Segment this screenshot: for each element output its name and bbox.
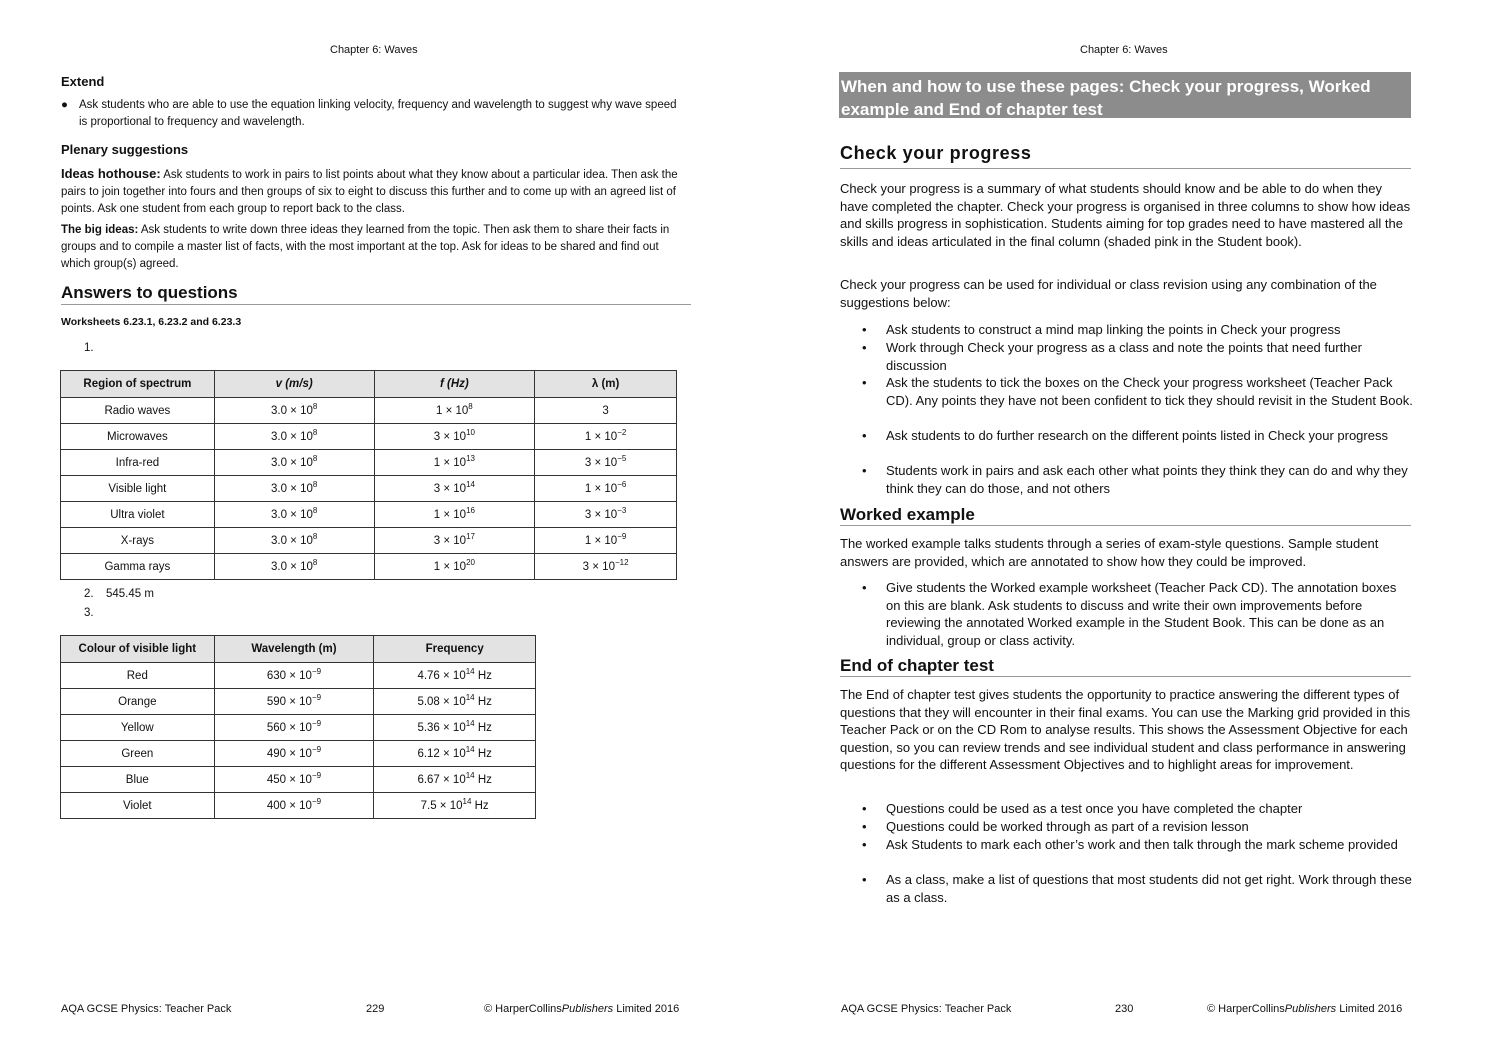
- wavelength-cell: [535, 398, 677, 424]
- list-item-text: Ask the students to tick the boxes on the Check your progress worksheet (Teacher Pack CD). Any points they have not been confident to tick they should revisit in the Student Book.: [886, 375, 1413, 408]
- cell-unit: Hz: [474, 747, 492, 760]
- cell-mantissa: 3 × 10: [584, 456, 618, 469]
- cell-mantissa: 3.0 × 10: [270, 404, 313, 417]
- colour-cell: Green: [61, 741, 215, 767]
- velocity-cell: [214, 398, 374, 424]
- cell-unit: Hz: [471, 799, 489, 812]
- cell-exponent: 8: [312, 557, 318, 567]
- cell-unit: Hz: [474, 773, 492, 786]
- question-2-number: 2.: [84, 588, 94, 600]
- cell-exponent: −9: [311, 744, 322, 754]
- wavelength-cell: [535, 476, 677, 502]
- colour-cell: Orange: [61, 689, 215, 715]
- cell-mantissa: 3.0 × 10: [270, 456, 313, 469]
- cell-mantissa: 6.12 × 10: [417, 747, 466, 760]
- check-progress-heading: Check your progress: [840, 143, 1411, 169]
- cell-exponent: 14: [466, 479, 475, 489]
- plenary-heading: Plenary suggestions: [61, 142, 189, 157]
- bullet-icon: •: [862, 872, 867, 887]
- table-row: [61, 663, 536, 689]
- cell-exponent: −9: [311, 718, 322, 728]
- table-row: [61, 554, 677, 580]
- table-row: [61, 767, 536, 793]
- colour-cell: Violet: [61, 793, 215, 819]
- cell-mantissa: 1 × 10: [433, 508, 467, 521]
- column-header: Frequency: [374, 636, 536, 663]
- frequency-cell: [374, 715, 536, 741]
- colour-cell: Yellow: [61, 715, 215, 741]
- cell-exponent: 14: [465, 744, 475, 754]
- cell-mantissa: 1 × 10: [433, 560, 467, 573]
- page-number: 230: [1115, 1003, 1134, 1015]
- copyright-year: Limited 2016: [1336, 1003, 1403, 1015]
- cell-mantissa: 7.5 × 10: [420, 799, 463, 812]
- frequency-cell: [374, 450, 535, 476]
- question-2-answer: 545.45 m: [106, 588, 154, 600]
- list-item-text: Students work in pairs and ask each other what points they think they can do and why they think they can do those, and not others: [886, 463, 1408, 496]
- cell-exponent: 16: [466, 505, 475, 515]
- cell-mantissa: 3: [602, 404, 609, 417]
- cell-unit: Hz: [474, 669, 492, 682]
- bullet-icon: •: [862, 463, 867, 478]
- ideas-hothouse-label: Ideas hothouse:: [61, 166, 161, 181]
- table-row: [61, 476, 677, 502]
- list-item-text: Give students the Worked example worksheet (Teacher Pack CD). The annotation boxes on this are blank. Ask students to discuss and write their own improvements before reviewing the annotated Worked example in the Student Book. This can be done as an individual, group or class activity.: [886, 580, 1397, 648]
- cell-exponent: 10: [466, 427, 475, 437]
- colour-cell: Blue: [61, 767, 215, 793]
- frequency-cell: [374, 476, 535, 502]
- cell-mantissa: 3 × 10: [584, 508, 618, 521]
- table-row: [61, 502, 677, 528]
- cell-exponent: 20: [466, 557, 475, 567]
- wavelength-cell: [214, 689, 374, 715]
- frequency-cell: [374, 398, 535, 424]
- cell-exponent: −6: [617, 479, 627, 489]
- visible-light-table-header: [61, 636, 536, 663]
- frequency-cell: [374, 767, 536, 793]
- cell-exponent: 14: [462, 796, 472, 806]
- wavelength-cell: [535, 528, 677, 554]
- bullet-icon: ●: [61, 99, 68, 111]
- frequency-cell: [374, 554, 535, 580]
- spectrum-table-header: [61, 371, 677, 398]
- column-header-text: v (m/s): [275, 378, 313, 390]
- region-cell: Radio waves: [61, 398, 215, 424]
- question-3-number: 3.: [84, 607, 94, 619]
- footer-title: AQA GCSE Physics: Teacher Pack: [841, 1003, 1012, 1015]
- extend-heading: Extend: [61, 74, 105, 89]
- cell-mantissa: 3.0 × 10: [270, 508, 313, 521]
- chapter-header: Chapter 6: Waves: [1080, 44, 1168, 56]
- region-cell: Visible light: [61, 476, 215, 502]
- bullet-icon: •: [862, 580, 867, 595]
- cell-mantissa: 5.08 × 10: [417, 695, 466, 708]
- table-row: [61, 398, 677, 424]
- cell-mantissa: 3 × 10: [433, 534, 467, 547]
- velocity-cell: [214, 476, 374, 502]
- column-header: Colour of visible light: [61, 636, 215, 663]
- cell-mantissa: 4.76 × 10: [417, 669, 466, 682]
- section-banner: When and how to use these pages: Check your progress, Worked example and End of chapter test: [839, 72, 1411, 118]
- answers-heading: Answers to questions: [61, 283, 691, 305]
- colour-cell: Red: [61, 663, 215, 689]
- cell-exponent: 14: [465, 770, 475, 780]
- footer-title: AQA GCSE Physics: Teacher Pack: [61, 1003, 232, 1015]
- column-header: [374, 371, 535, 398]
- cell-mantissa: 3.0 × 10: [270, 482, 313, 495]
- bullet-icon: •: [862, 801, 867, 816]
- cell-mantissa: 3 × 10: [582, 560, 615, 573]
- bullet-icon: •: [862, 375, 867, 390]
- table-row: [61, 715, 536, 741]
- cell-exponent: 14: [465, 718, 475, 728]
- cell-exponent: −12: [614, 557, 629, 567]
- wavelength-cell: [214, 663, 374, 689]
- chapter-header: Chapter 6: Waves: [330, 44, 418, 56]
- copyright-year: Limited 2016: [613, 1003, 680, 1015]
- column-header: Wavelength (m): [214, 636, 374, 663]
- ideas-hothouse-paragraph: [61, 165, 691, 218]
- copyright-publisher: Publishers: [1284, 1003, 1337, 1015]
- table-row: [61, 689, 536, 715]
- region-cell: Microwaves: [61, 424, 215, 450]
- cell-exponent: −9: [311, 666, 322, 676]
- velocity-cell: [214, 528, 374, 554]
- cell-exponent: 14: [465, 666, 475, 676]
- cell-exponent: −9: [311, 770, 322, 780]
- end-of-chapter-paragraph: The End of chapter test gives students the opportunity to practice answering the different types of questions that they will encounter in their final exams. You can use the Marking grid provided in this Teacher Pack or on the CD Rom to analyse results. This shows the Assessment Objective for each question, so you can review trends and see individual student and class performance in answering questions for the different Assessment Objectives and to highlight areas for improvement.: [840, 687, 1411, 772]
- table-row: [61, 741, 536, 767]
- extend-bullet-text: Ask students who are able to use the equation linking velocity, frequency and wavelength to suggest why wave speed is proportional to frequency and wavelength.: [79, 99, 677, 128]
- cell-mantissa: 630 × 10: [266, 669, 312, 682]
- frequency-cell: [374, 741, 536, 767]
- cell-mantissa: 1 × 10: [584, 534, 618, 547]
- wavelength-cell: [535, 450, 677, 476]
- cell-mantissa: 6.67 × 10: [417, 773, 466, 786]
- copyright-text: © HarperCollins: [1207, 1003, 1285, 1015]
- big-ideas-text: Ask students to write down three ideas they learned from the topic. Then ask them to share their facts in groups and to compile a master list of facts, with the most important at the top. Ask for ideas to be shared and find out which group(s) agreed.: [61, 224, 670, 270]
- cell-mantissa: 560 × 10: [266, 721, 312, 734]
- cell-exponent: −9: [311, 692, 322, 702]
- velocity-cell: [214, 502, 374, 528]
- cell-mantissa: 3 × 10: [433, 482, 467, 495]
- cell-mantissa: 1 × 10: [433, 456, 467, 469]
- bullet-icon: •: [862, 837, 867, 852]
- list-item-text: Ask Students to mark each other’s work and then talk through the mark scheme provided: [886, 837, 1398, 852]
- cell-mantissa: 400 × 10: [266, 799, 312, 812]
- velocity-cell: [214, 424, 374, 450]
- cell-mantissa: 3 × 10: [433, 430, 467, 443]
- wavelength-cell: [535, 424, 677, 450]
- wavelength-cell: [535, 554, 677, 580]
- list-item-text: Questions could be worked through as part of a revision lesson: [886, 819, 1249, 834]
- region-cell: Ultra violet: [61, 502, 215, 528]
- cell-exponent: −5: [617, 453, 627, 463]
- cell-unit: Hz: [474, 721, 492, 734]
- frequency-cell: [374, 689, 536, 715]
- frequency-cell: [374, 663, 536, 689]
- wavelength-cell: [214, 767, 374, 793]
- worked-example-paragraph: The worked example talks students through a series of exam-style questions. Sample student answers are provided, which are annotated to show how they could be improved.: [840, 536, 1379, 569]
- copyright-publisher: Publishers: [561, 1003, 614, 1015]
- worksheets-label: Worksheets 6.23.1, 6.23.2 and 6.23.3: [61, 316, 242, 328]
- footer-copyright: [1207, 1003, 1402, 1015]
- cell-exponent: 13: [466, 453, 475, 463]
- cell-exponent: −2: [617, 427, 627, 437]
- spectrum-table: [60, 370, 677, 580]
- list-item-text: Work through Check your progress as a class and note the points that need further discussion: [886, 340, 1362, 373]
- cell-mantissa: 490 × 10: [266, 747, 312, 760]
- cell-mantissa: 1 × 10: [584, 430, 618, 443]
- bullet-icon: •: [862, 322, 867, 337]
- worked-example-heading: Worked example: [840, 505, 1411, 526]
- cell-mantissa: 1 × 10: [584, 482, 618, 495]
- cell-mantissa: 3.0 × 10: [270, 534, 313, 547]
- list-item-text: Ask students to construct a mind map linking the points in Check your progress: [886, 322, 1341, 337]
- frequency-cell: [374, 528, 535, 554]
- column-header: [214, 371, 374, 398]
- table-row: [61, 424, 677, 450]
- cell-exponent: 8: [312, 453, 318, 463]
- cell-exponent: 14: [465, 692, 475, 702]
- table-row: [61, 528, 677, 554]
- bullet-icon: •: [862, 819, 867, 834]
- column-header: λ (m): [535, 371, 677, 398]
- cell-exponent: 8: [468, 401, 473, 411]
- cell-mantissa: 3.0 × 10: [270, 430, 313, 443]
- cell-exponent: 8: [312, 505, 318, 515]
- end-of-chapter-heading: End of chapter test: [840, 656, 1411, 677]
- list-item-text: Ask students to do further research on the different points listed in Check your progress: [886, 428, 1388, 443]
- cell-exponent: 8: [312, 427, 318, 437]
- wavelength-cell: [214, 793, 374, 819]
- cell-exponent: 8: [312, 531, 318, 541]
- cell-mantissa: 1 × 10: [435, 404, 469, 417]
- visible-light-table: [60, 635, 536, 819]
- bullet-icon: •: [862, 428, 867, 443]
- cell-mantissa: 5.36 × 10: [417, 721, 466, 734]
- frequency-cell: [374, 793, 536, 819]
- cell-unit: Hz: [474, 695, 492, 708]
- bullet-icon: •: [862, 340, 867, 355]
- question-1-number: 1.: [84, 342, 94, 354]
- wavelength-cell: [214, 741, 374, 767]
- copyright-text: © HarperCollins: [484, 1003, 562, 1015]
- cell-exponent: −3: [617, 505, 627, 515]
- cell-exponent: 17: [466, 531, 475, 541]
- page-number: 229: [366, 1003, 385, 1015]
- column-header: Region of spectrum: [61, 371, 215, 398]
- cell-exponent: −9: [617, 531, 627, 541]
- velocity-cell: [214, 450, 374, 476]
- frequency-cell: [374, 502, 535, 528]
- wavelength-cell: [535, 502, 677, 528]
- table-row: [61, 793, 536, 819]
- footer-copyright: [484, 1003, 679, 1015]
- check-progress-paragraph-2: Check your progress can be used for individual or class revision using any combination of the suggestions below:: [840, 277, 1377, 310]
- column-header-text: f (Hz): [439, 378, 469, 390]
- wavelength-cell: [214, 715, 374, 741]
- list-item-text: Questions could be used as a test once you have completed the chapter: [886, 801, 1303, 816]
- table-row: [61, 450, 677, 476]
- region-cell: X-rays: [61, 528, 215, 554]
- big-ideas-paragraph: [61, 222, 691, 273]
- ideas-hothouse-text: Ask students to work in pairs to list points about what they know about a particular idea. Then ask the pairs to join together into fours and then groups of six to eight to discuss this further and to come up with an agreed list of points. Ask one student from each group to report back to the class.: [61, 169, 678, 215]
- cell-mantissa: 450 × 10: [266, 773, 312, 786]
- region-cell: Infra-red: [61, 450, 215, 476]
- cell-exponent: 8: [312, 479, 318, 489]
- frequency-cell: [374, 424, 535, 450]
- cell-exponent: 8: [312, 401, 318, 411]
- velocity-cell: [214, 554, 374, 580]
- region-cell: Gamma rays: [61, 554, 215, 580]
- big-ideas-label: The big ideas:: [61, 224, 139, 236]
- cell-exponent: −9: [311, 796, 322, 806]
- cell-mantissa: 3.0 × 10: [270, 560, 313, 573]
- check-progress-paragraph-1: Check your progress is a summary of what students should know and be able to do when they have completed the chapter. Check your progress is organised in three columns to show how ideas and skills progress in sophistication. Students aiming for top grades need to have mastered all the skills and ideas articulated in the final column (shaded pink in the Student book).: [840, 181, 1411, 249]
- list-item-text: As a class, make a list of questions that most students did not get right. Work through these as a class.: [886, 872, 1412, 905]
- cell-mantissa: 590 × 10: [266, 695, 312, 708]
